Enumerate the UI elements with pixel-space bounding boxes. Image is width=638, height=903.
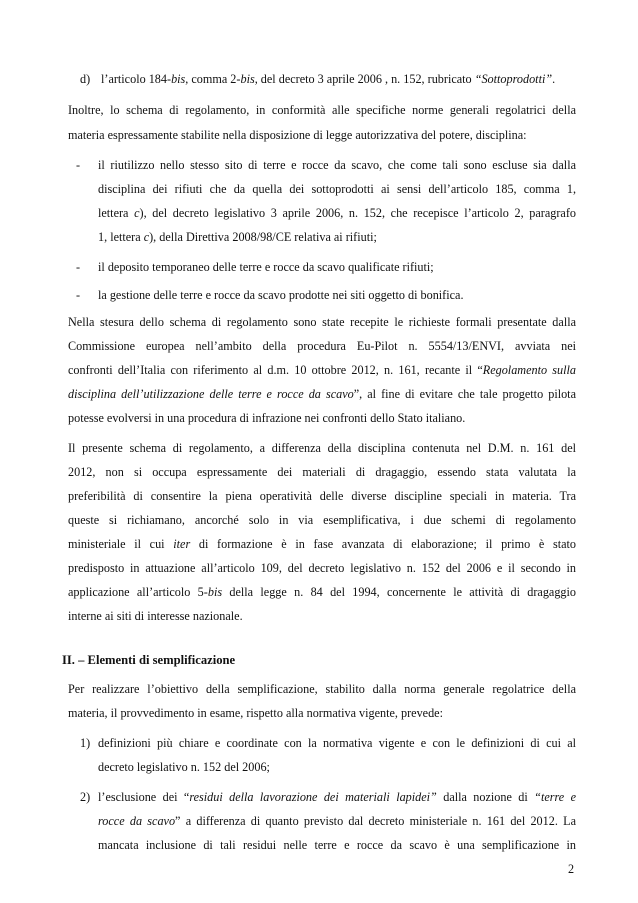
para3-line5: ministeriale il cui iter di formazione è in fase avanzata di elaborazione; il primo è stato: [68, 537, 576, 551]
numbered2-line3: mancata inclusione di tali residui nelle terre e rocce da scavo è una semplificazione in: [98, 838, 576, 852]
numbered-item-2-label: 2): [80, 790, 91, 804]
para3-line7: applicazione all’articolo 5-bis della legge n. 84 del 1994, concernente le attività di dragaggio: [68, 585, 577, 599]
para3-line1: Il presente schema di regolamento, a differenza della disciplina contenuta nel D.M. n. 161 del: [68, 441, 576, 455]
para2-line1: Nella stesura dello schema di regolamento sono state recepite le richieste formali presentate dalla: [68, 315, 576, 329]
bullet-dash: -: [76, 158, 81, 172]
para3-line6: predisposto in attuazione all’articolo 109, del decreto legislativo n. 152 del 2006 e il secondo in: [68, 561, 576, 575]
para4-line2: materia, il provvedimento in esame, rispetto alla normativa vigente, prevede:: [68, 706, 443, 720]
bullet-dash: -: [76, 260, 81, 274]
bullet3-text: la gestione delle terre e rocce da scavo prodotte nei siti oggetto di bonifica.: [98, 288, 464, 302]
para3-line4: queste si richiamano, ancorché solo in via esemplificativa, i due schemi di regolamento: [68, 513, 576, 527]
numbered1-line2: decreto legislativo n. 152 del 2006;: [98, 760, 270, 774]
para3-line8: interne ai siti di interesse nazionale.: [68, 609, 243, 623]
para1-line2: materia espressamente stabilite nella disposizione di legge autorizzativa del potere, disciplina:: [68, 128, 527, 142]
para2-line3: confronti dell’Italia con riferimento al d.m. 10 ottobre 2012, n. 161, recante il “Regolamento sulla: [68, 363, 576, 377]
numbered-item-1-label: 1): [80, 736, 91, 750]
para2-line5: potesse evolversi in una procedura di infrazione nei confronti dello Stato italiano.: [68, 411, 466, 425]
bullet-dash: -: [76, 288, 81, 302]
bullet2-text: il deposito temporaneo delle terre e rocce da scavo qualificate rifiuti;: [98, 260, 434, 274]
item-d-label: d): [80, 72, 91, 86]
bullet1-line3: lettera c), del decreto legislativo 3 aprile 2006, n. 152, che recepisce l’articolo 2, paragrafo: [98, 206, 576, 220]
numbered2-line2: rocce da scavo” a differenza di quanto previsto dal decreto ministeriale n. 161 del 2012. La: [98, 814, 576, 828]
numbered2-line1: l’esclusione dei “residui della lavorazione dei materiali lapidei” dalla nozione di “terre e: [98, 790, 576, 804]
para1-line1: Inoltre, lo schema di regolamento, in conformità alle specifiche norme generali regolatrici della: [68, 103, 576, 117]
page-number: 2: [568, 862, 575, 876]
bullet1-line4: 1, lettera c), della Direttiva 2008/98/CE relativa ai rifiuti;: [98, 230, 377, 244]
para3-line2: 2012, non si occupa espressamente dei materiali di dragaggio, essendo stata valutata la: [68, 465, 576, 479]
para3-line3: preferibilità di consentire la piena operatività delle diverse discipline speciali in materia. Tra: [68, 489, 576, 503]
section-heading: II. – Elementi di semplificazione: [62, 653, 236, 667]
para4-line1: Per realizzare l’obiettivo della semplificazione, stabilito dalla norma generale regolatrice della: [68, 682, 576, 696]
item-d-text: l’articolo 184-bis, comma 2-bis, del decreto 3 aprile 2006 , n. 152, rubricato “Sottoprodotti”.: [101, 72, 556, 86]
para2-line4: disciplina dell’utilizzazione delle terre e rocce da scavo”, al fine di evitare che tale progetto pilota: [68, 387, 576, 401]
bullet1-line1: il riutilizzo nello stesso sito di terre e rocce da scavo, che come tali sono escluse sia dalla: [98, 158, 576, 172]
bullet1-line2: disciplina dei rifiuti che da quella dei sottoprodotti ai sensi dell’articolo 185, comma 1,: [98, 182, 576, 196]
para2-line2: Commissione europea nell’ambito della procedura Eu-Pilot n. 5554/13/ENVI, avviata nei: [68, 339, 576, 353]
numbered1-line1: definizioni più chiare e coordinate con la normativa vigente e con le definizioni di cui al: [98, 736, 576, 750]
